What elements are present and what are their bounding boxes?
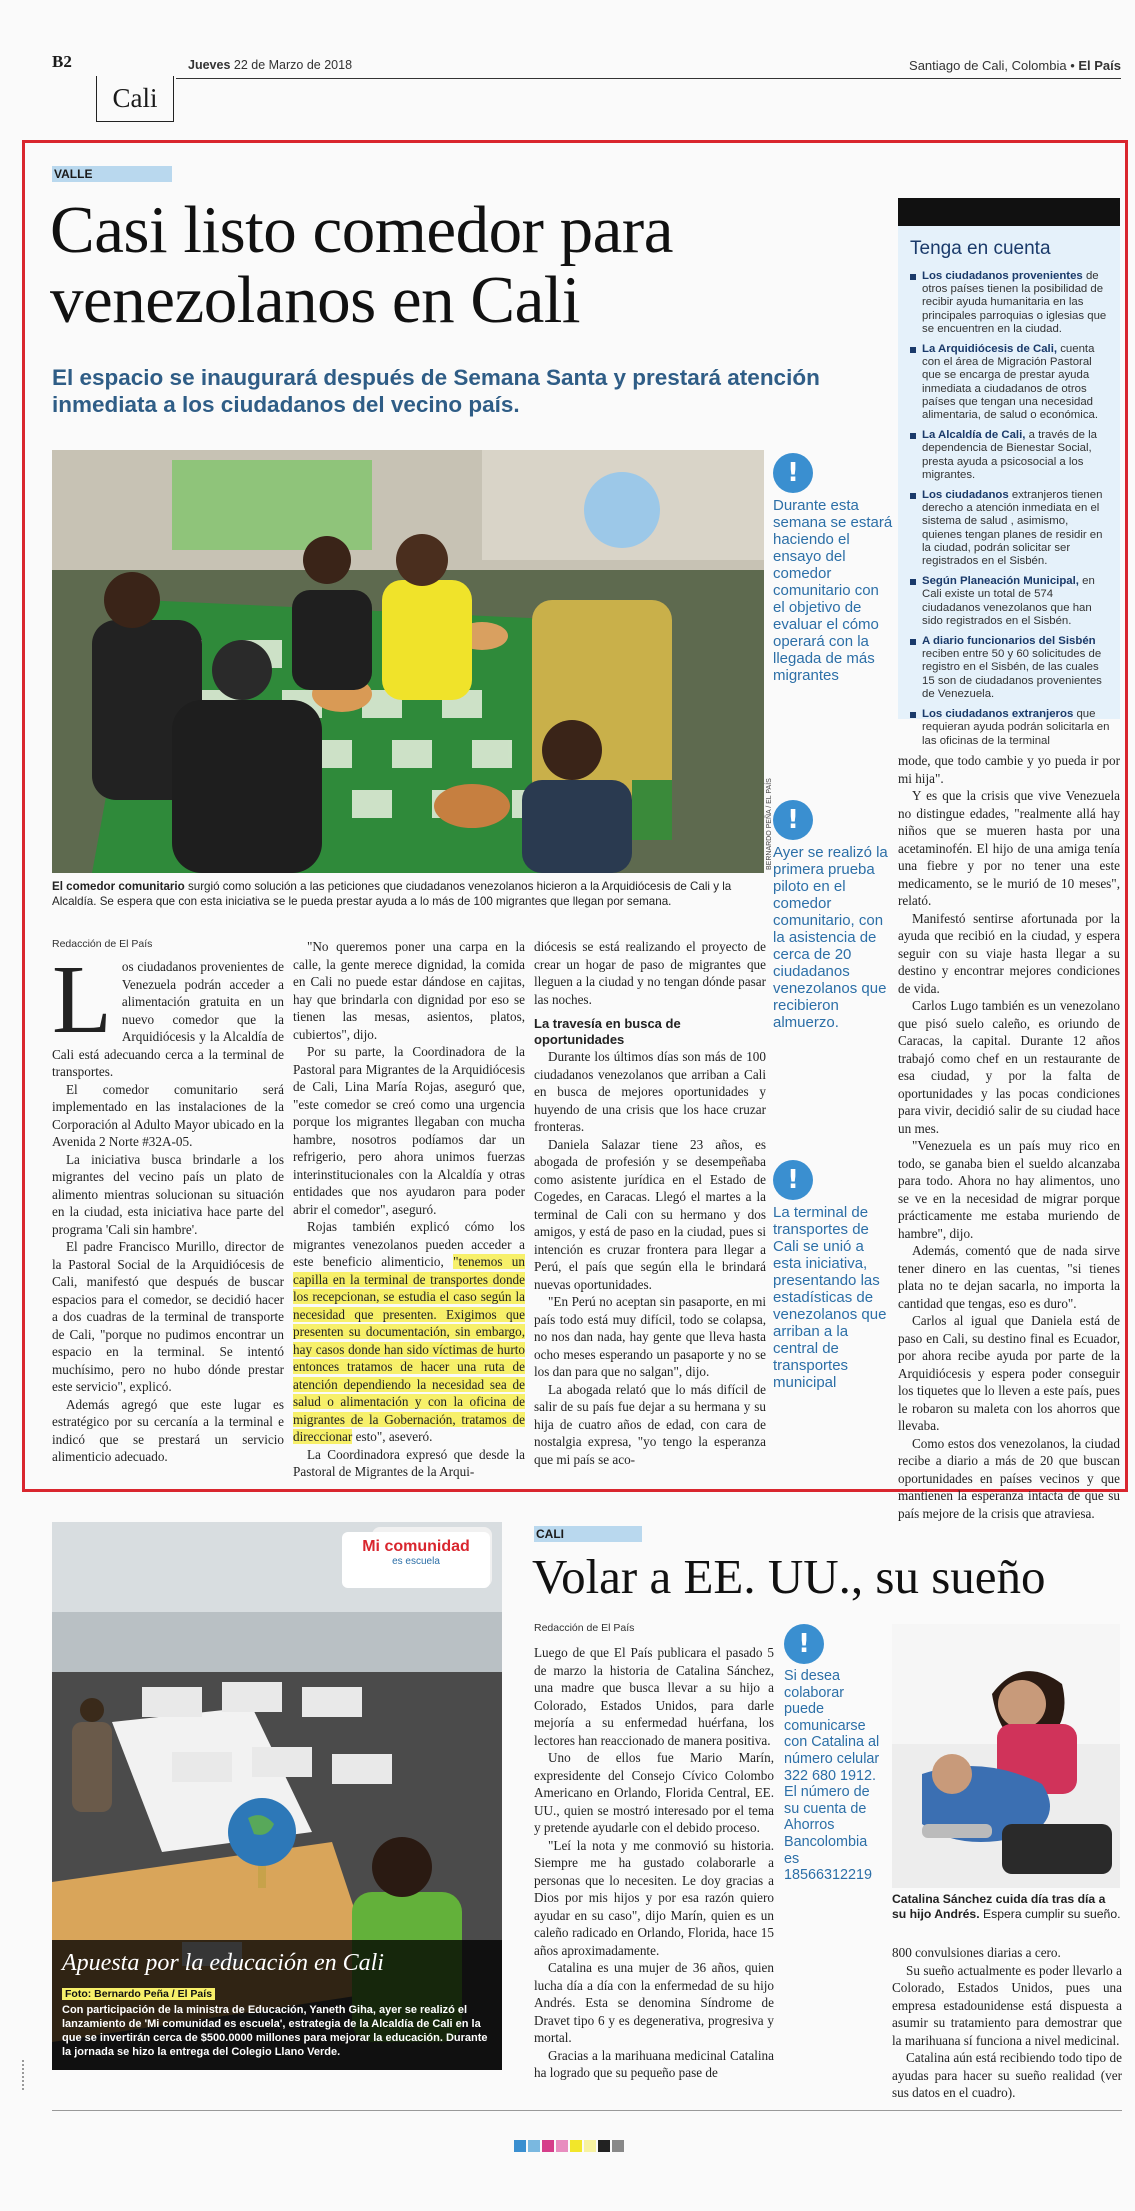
brand-name: El País xyxy=(1078,58,1121,73)
headline-line-2: venezolanos en Cali xyxy=(50,263,581,337)
exclamation-icon: ! xyxy=(773,1160,813,1200)
byline: Redacción de El País xyxy=(52,938,153,950)
color-swatch xyxy=(584,2140,596,2152)
second-headline: Volar a EE. UU., su sueño xyxy=(532,1549,1046,1604)
second-caption xyxy=(892,1892,1122,1922)
article-column-3 xyxy=(534,938,766,1468)
second-caption-text: Espera cumplir su sueño. xyxy=(982,1907,1121,1921)
edu-logo-text: Mi comunidad xyxy=(362,1538,470,1555)
article-column-5 xyxy=(898,752,1120,1522)
color-swatch xyxy=(598,2140,610,2152)
comedor-photo-art xyxy=(52,450,764,873)
color-swatch xyxy=(514,2140,526,2152)
exclamation-icon: ! xyxy=(784,1624,824,1664)
paragraph: Y es que la crisis que vive Venezuela no distingue edades, "realmente allá hay niños que se mueren hasta por una acetaminofén. El hijo de una amiga tenía una fiebre y por no tener una este medicamento, se le murió de 10 meses", relató. xyxy=(898,788,1120,908)
paragraph: "Venezuela es un país muy rico en todo, se ganaba bien el sueldo alcanzaba para todo. Ahora no hay alimentos, uno se ve en la necesidad de migrar porque prácticamente me estaba muriendo de hambre", dijo. xyxy=(898,1138,1120,1241)
sidebar-box xyxy=(898,226,1120,747)
paragraph: "No queremos poner una carpa en la calle, la gente merece dignidad, la comida en Cali no puede estar dándose en cajitas, hay que brindarla con dignidad por eso se tienen las mesas, asientos, platos, cubiertos", dijo. xyxy=(293,939,525,1042)
paragraph: La Coordinadora expresó que desde la Pastoral de Migrantes de la Arqui- xyxy=(293,1446,525,1479)
sidebar-item: Los ciudadanos extranjeros tienen derecho a atención inmediata en el sistema de salud , asimismo, quienes tengan planes de residir en la ciudad, podrán solicitar ser registrados en el Sisbén. xyxy=(910,489,1110,568)
drop-cap: L xyxy=(52,946,112,1054)
catalina-photo xyxy=(892,1624,1120,1888)
edu-credit: Foto: Bernardo Peña / El País xyxy=(62,1988,215,2000)
sidebar-item: Los ciudadanos extranjeros que requieran ayuda podrán solicitarla en las oficinas de la terminal xyxy=(910,708,1110,748)
date-rest: 22 de Marzo de 2018 xyxy=(233,58,353,72)
paragraph: Carlos al igual que Daniela está de paso en Cali, su destino final es Ecuador, por ahora recibe ayuda por parte de la Arquidiócesis y espera poder conseguir los tiquetes que lo lleven a este país, pues le robaron su maleta con los ahorros que llevaba. xyxy=(898,1313,1120,1433)
sidebar-item: Según Planeación Municipal, en Cali existe un total de 574 ciudadanos venezolanos que han sido registrados en el Sisbén. xyxy=(910,575,1110,628)
article-column-2 xyxy=(293,938,525,1481)
paragraph: Durante los últimos días son más de 100 ciudadanos venezolanos que arriban a Cali en busca de mejores oportunidades y huyendo de una crisis que los hace cruzar fronteras. xyxy=(534,1049,766,1134)
exclamation-icon: ! xyxy=(773,800,813,840)
caption-text: surgió como solución a las peticiones que ciudadanos venezolanos hicieron a la Arquidiócesis de Cali y la Alcaldía. Se espera que con esta iniciativa se le pueda prestar ayuda a lo más de 100 migrantes que llegan por semana. xyxy=(52,880,732,908)
sidebar-item: La Arquidiócesis de Cali, cuenta con el área de Migración Pastoral que se encarga de prestar ayuda inmediata a ciudadanos de otros países que tengan una necesidad alimentaria, de salud o económica. xyxy=(910,343,1110,422)
headline-line-1: Casi listo comedor para xyxy=(50,193,673,267)
header-rule xyxy=(176,78,1121,79)
second-note xyxy=(784,1624,880,1884)
edu-logo-sub: es escuela xyxy=(392,1556,440,1567)
date-day: Jueves xyxy=(188,58,231,72)
highlighted-quote: "tenemos un capilla en la terminal de transportes donde los recepcionan, se estudia el caso según la necesidad que presenten. Exigimos que presenten su documentación, sin embargo, hay casos donde han sido víctimas de hurto entonces tratamos de hacer una ruta de atención dependiendo la necesidad sea de salud o alimentación y con la oficina de migrantes de la Gobernación, tratamos de direccionar xyxy=(293,1254,525,1444)
sidebar-item: La Alcaldía de Cali, a través de la dependencia de Bienestar Social, presta ayuda a psicosocial a los migrantes. xyxy=(910,429,1110,482)
paragraph: Por su parte, la Coordinadora de la Pastoral para Migrantes de la Arquidiócesis de Cali, Lina María Rojas, aseguró que, "este comedor se creó como una urgencia porque los migrantes llegaban con mucha hambre, nosotros podíamos dar un refrigerio, pero ahora unimos fuerzas interinstitucionales con la Alcaldía y otras entidades que nos ayudaron para poder abrir el comedor", aseguró. xyxy=(293,1044,525,1217)
page-number: B2 xyxy=(52,52,72,71)
edu-title: Apuesta por la educación en Cali xyxy=(62,1950,384,1976)
paragraph: Además agregó que este lugar es estratégico por su cercanía a la terminal e indicó que se prestará un servicio alimenticio adecuado. xyxy=(52,1396,284,1464)
paragraph: diócesis se está realizando el proyecto de crear un hogar de paso de migrantes que lleguen a la ciudad y no tengan dónde pasar las noches. xyxy=(534,939,766,1007)
note-1-text: Durante esta semana se estará haciendo el ensayo del comedor comunitario con el objetivo de evaluar el cómo operará con la llegada de más migrantes xyxy=(773,497,893,684)
paragraph: El comedor comunitario será implementado en las instalaciones de la Corporación al Adulto Mayor ubicado en la Avenida 2 Norte #32A-05. xyxy=(52,1081,284,1149)
paragraph: Daniela Salazar tiene 23 años, es abogada de profesión y se desempeñaba como asistente jurídica en el Estado de Cogedes, en Caracas. Llegó el martes a la terminal de Cali con su hermano y dos amigos, y está de paso en la ciudad, pues si intención es cruzar frontera para llegar a Perú, el país que según ella le brindará nuevas oportunidades. xyxy=(534,1136,766,1292)
section-label: Cali xyxy=(112,83,158,113)
paragraph: "En Perú no aceptan sin pasaporte, en mi país todo está muy difícil, todo se colapsa, no nos dan nada, hay gente que lleva hasta ocho meses esperando un pasaporte y no se los dan para que no salgan", dijo. xyxy=(534,1294,766,1379)
comedor-photo xyxy=(52,450,764,873)
paragraph: Como estos dos venezolanos, la ciudad recibe a diario a más de 20 que buscan oportunidades en países vecinos y que mantienen la esperanza intacta de que su país mejore de la crisis que atraviesa. xyxy=(898,1435,1120,1521)
note-3-text: La terminal de transportes de Cali se unió a esta iniciativa, presentando las estadísticas de venezolanos que arriban a la central de transportes municipal xyxy=(773,1204,887,1391)
sidebar-title: Tenga en cuenta xyxy=(910,238,1051,259)
paragraph: Carlos Lugo también es un venezolano que pisó suelo caleño, es oriundo de Caracas, la capital. Durante 12 años trabajó como chef en un restaurante de esa ciudad, y por la falta de oportunidades y las pocas condiciones para vivir, decidió salir de su ciudad hace un mes. xyxy=(898,998,1120,1136)
photo-credit: BERNARDO PEÑA / EL PAÍS xyxy=(766,778,773,870)
subheading: La travesía en busca de oportunidades xyxy=(534,1016,681,1047)
color-swatch xyxy=(570,2140,582,2152)
issue-date xyxy=(188,58,352,72)
paragraph: os ciudadanos provenientes de Venezuela podrán acceder a alimentación gratuita en un nuevo comedor que la Arquidiócesis y la Alcaldía de Cali está adecuando cerca a la terminal de transportes. xyxy=(52,959,284,1079)
color-swatch xyxy=(556,2140,568,2152)
second-byline: Redacción de El País xyxy=(534,1622,635,1634)
paragraph: "Leí la nota y me conmovió su historia. Siempre me ha gustado colaborarle a personas que lo necesiten. Le doy gracias a Dios por mis hijos y por esa razón quiero ayudar en su caso", dijo Marín, quien es un caleño radicado en Orlando, Florida, hace 15 años aproximadamente. xyxy=(534,1837,774,1958)
paragraph: El padre Francisco Murillo, director de la Pastoral Social de la Arquidiócesis de Cali, manifestó que después de buscar espacios para el comedor, se decidió hacer a dos cuadras de la terminal de transporte de Cali, "porque no pudimos encontrar un espacio en la terminal. Se intentó muchísimo, pero no hubo dónde prestar este servicio", explicó. xyxy=(52,1239,284,1394)
section-tab xyxy=(96,76,174,122)
photo-caption xyxy=(52,880,764,909)
fold-mark xyxy=(22,2060,26,2090)
caption-bold: El comedor comunitario xyxy=(52,880,185,893)
edu-logo xyxy=(342,1532,490,1588)
subtitle: El espacio se inaugurará después de Semana Santa y prestará atención inmediata a los ciudadanos del vecino país. xyxy=(52,365,820,417)
second-column-1 xyxy=(534,1644,774,2082)
sidebar-item: Los ciudadanos provenientes de otros países tienen la posibilidad de recibir ayuda humanitaria en las principales parroquias o iglesias que se encuentren en la ciudad. xyxy=(910,270,1110,336)
paragraph: La iniciativa busca brindarle a los migrantes del vecino país un plato de alimento mientras solucionan su situación en la ciudad, esta iniciativa hace parte del programa 'Cali sin hambre'. xyxy=(52,1151,284,1237)
article-column-1 xyxy=(52,946,284,1466)
paragraph: La abogada relató que lo más difícil de salir de su país fue dejar a su hermana y su hija de cuatro años de edad, con cara de nostalgia expresa, "yo tengo la esperanza que mi país se aco- xyxy=(534,1381,766,1467)
paragraph: mode, que todo cambie y yo pueda ir por mi hija". xyxy=(898,753,1120,786)
kicker: VALLE xyxy=(52,166,172,182)
edu-caption-box xyxy=(52,1940,502,2070)
sidebar-list xyxy=(910,270,1110,748)
paragraph-highlight: Rojas también explicó cómo los migrantes venezolanos pueden acceder a este beneficio alimenticio, "tenemos un capilla en la terminal de transportes donde los recepcionan, se estudia el caso según la necesidad que presenten. Exigimos que presenten su documentación, sin embargo, hay casos donde han sido víctimas de hurto entonces tratamos de hacer una ruta de atención dependiendo la necesidad sea de salud o alimentación y con la oficina de migrantes de la Gobernación, tratamos de direccionar esto", aseveró. xyxy=(293,1219,525,1444)
second-kicker: CALI xyxy=(534,1526,642,1542)
paragraph: Gracias a la marihuana medicinal Catalina ha logrado que su pequeño pase de xyxy=(534,2047,774,2080)
sidebar-bar xyxy=(898,198,1120,226)
color-registration-bar xyxy=(514,2140,624,2152)
paragraph: Catalina es una mujer de 36 años, quien lucha día a día con la enfermedad de su hijo Andrés. Esta se denomina Síndrome de Dravet tipo 6 y es degenerativa, progresiva y mortal. xyxy=(534,1960,774,2045)
note-3 xyxy=(773,1160,893,1391)
headline xyxy=(50,195,673,335)
color-swatch xyxy=(612,2140,624,2152)
note-2 xyxy=(773,800,893,1031)
paragraph: Manifestó sentirse afortunada por la ayuda que recibió en la ciudad, y espera seguir con su viaje hasta llegar a su destino y encontrar mejores condiciones de vida. xyxy=(898,910,1120,996)
color-swatch xyxy=(542,2140,554,2152)
paragraph: Catalina aún está recibiendo todo tipo de ayudas para hacer su sueño realidad (ver sus datos en el cuadro). xyxy=(892,2050,1122,2100)
note-1 xyxy=(773,453,893,684)
header-location: Santiago de Cali, Colombia • El País xyxy=(909,58,1121,73)
second-column-3 xyxy=(892,1944,1122,2102)
paragraph: Luego de que El País publicara el pasado 5 de marzo la historia de Catalina Sánchez, una madre que busca llevar a su hijo a Colorado, Estados Unidos, para darle mejoría a su enfermedad huérfana, los lectores han reaccionado de manera positiva. xyxy=(534,1645,774,1748)
paragraph: 800 convulsiones diarias a cero. xyxy=(892,1945,1061,1960)
exclamation-icon: ! xyxy=(773,453,813,493)
sidebar-item: A diario funcionarios del Sisbén reciben entre 50 y 60 solicitudes de registro en el Sisbén, de las cuales 15 son de ciudadanos provenientes de Venezuela. xyxy=(910,635,1110,701)
paragraph: Su sueño actualmente es poder llevarlo a Colorado, Estados Unidos, pues una empresa estadounidense está dispuesta a asumir su tratamiento para demostrar que la marihuana sí funciona a nivel medicinal. xyxy=(892,1962,1122,2048)
second-note-text: Si desea colaborar puede comunicarse con Catalina al número celular 322 680 1912. El número de su cuenta de Ahorros Bancolombia es 18566312219 xyxy=(784,1668,880,1884)
paragraph: Uno de ellos fue Mario Marín, expresidente del Consejo Cívico Colombo Americano en Orlando, Florida Central, EE. UU., quien se mostró interesado por el tema y pretende ayudarle con el debido proceso. xyxy=(534,1750,774,1835)
footer-rule xyxy=(52,2110,1122,2111)
edu-caption: Con participación de la ministra de Educación, Yaneth Giha, ayer se realizó el lanzamiento de 'Mi comunidad es escuela', estrategia de la Alcaldía de Cali en la que se invertirán cerca de $500.0000 millones para mejorar la educación. Durante la jornada se hizo la entrega del Colegio Llano Verde. xyxy=(62,2004,488,2058)
paragraph: Además, comentó que de nada sirve tener dinero en las cuentas, "si tienes plata no te dejan sacarla, no importa la cantidad que tengas, eso es duro". xyxy=(898,1243,1120,1311)
catalina-photo-art xyxy=(892,1624,1120,1888)
location-text: Santiago de Cali, Colombia xyxy=(909,58,1067,73)
color-swatch xyxy=(528,2140,540,2152)
note-2-text: Ayer se realizó la primera prueba piloto en el comedor comunitario, con la asistencia de cerca de 20 ciudadanos venezolanos que recibieron almuerzo. xyxy=(773,844,888,1031)
second-caption-bold: Catalina Sánchez cuida día tras día a su hijo Andrés. xyxy=(892,1892,1106,1921)
